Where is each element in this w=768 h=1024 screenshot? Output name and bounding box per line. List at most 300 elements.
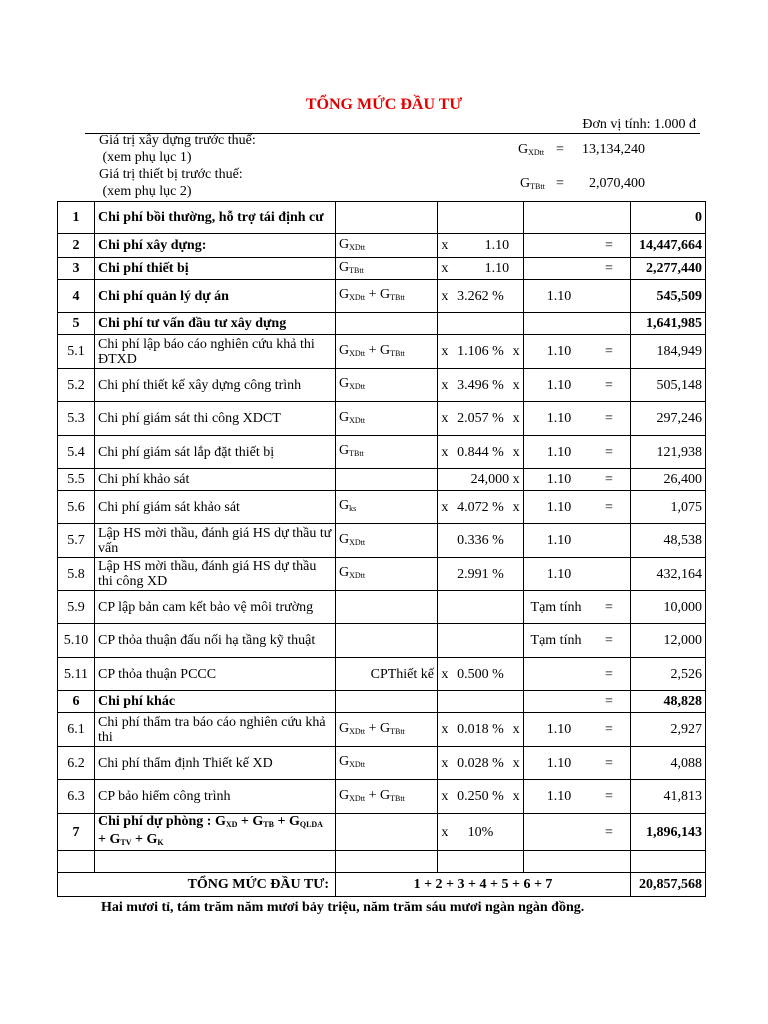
rate-value: 10% (467, 824, 494, 840)
multiply-sign: x (441, 444, 449, 460)
rate-group (438, 261, 523, 276)
base-symbol-2: + G (365, 787, 391, 803)
row-name-subscript: XD (225, 820, 238, 829)
rate-value: 0.250 % (457, 789, 504, 804)
row-name: Chi phí thẩm tra báo cáo nghiên cứu khả thi (95, 713, 336, 747)
row-name: Lập HS mời thầu, đánh giá HS dự thầu tư vấn (95, 524, 336, 558)
equals-sign: = (605, 499, 613, 515)
rate-group (438, 289, 523, 304)
row-number: 6 (58, 691, 95, 713)
multiply-sign: x (441, 288, 449, 304)
row-value: 1,641,985 (631, 313, 706, 335)
row-number: 5.6 (58, 491, 95, 524)
row-name: Chi phí bồi thường, hỗ trợ tái định cư (95, 202, 336, 234)
base-symbol: G (339, 342, 350, 358)
base-subscript: XDtt (349, 293, 366, 302)
mult-group (524, 445, 630, 460)
rate-value: 0.028 % (457, 755, 504, 771)
mult-group (524, 344, 630, 359)
table-row (58, 851, 706, 873)
row-value: 184,949 (631, 335, 706, 369)
row-number: 5.10 (58, 624, 95, 658)
mult-group (524, 411, 630, 426)
row-rate-cell (438, 851, 524, 873)
base-subscript-2: TBtt (390, 293, 405, 302)
row-value: 48,828 (631, 691, 706, 713)
row-number (58, 851, 95, 873)
pre-note: (xem phụ lục 1) (99, 150, 192, 165)
row-rate-cell (438, 747, 524, 780)
mult-group (524, 533, 630, 548)
row-value: 10,000 (631, 591, 706, 624)
multiplier: 1.10 (546, 444, 572, 460)
row-rate-cell (438, 780, 524, 814)
row-rate-cell (438, 280, 524, 313)
base-subscript: XDtt (349, 571, 366, 580)
base-subscript: XDtt (349, 537, 366, 547)
mult-group (524, 567, 630, 582)
rate-value: 1.106 % (457, 344, 504, 359)
base-symbol: G (339, 236, 350, 252)
row-base (336, 524, 438, 558)
rate-group (438, 567, 523, 582)
mult-group (524, 600, 630, 615)
row-base (336, 747, 438, 780)
row-name (95, 851, 336, 873)
multiply-sign-2: x (512, 499, 520, 515)
row-name-part: Chi phí dự phòng : G (98, 814, 226, 829)
row-name-subscript: QLDA (299, 820, 323, 829)
multiplier: 1.10 (546, 566, 572, 582)
row-value: 12,000 (631, 624, 706, 658)
row-mult-cell (524, 402, 631, 436)
row-value: 4,088 (631, 747, 706, 780)
base-subscript: XDtt (349, 726, 366, 736)
row-name: Chi phí thiết bị (95, 258, 336, 280)
total-row (58, 873, 706, 897)
base-symbol: G (339, 287, 350, 302)
rate-group (438, 825, 523, 840)
base-symbol: G (339, 720, 350, 736)
total-formula: 1 + 2 + 3 + 4 + 5 + 6 + 7 (336, 873, 631, 897)
multiply-sign: x (441, 261, 449, 276)
row-rate-cell (438, 558, 524, 591)
row-number: 5.8 (58, 558, 95, 591)
row-value: 121,938 (631, 436, 706, 469)
symbol-letter: G (520, 176, 531, 191)
row-mult-cell (524, 202, 631, 234)
row-mult-cell (524, 814, 631, 851)
investment-table (57, 201, 706, 897)
rate-group (438, 344, 523, 359)
row-name: Chi phí giám sát lắp đặt thiết bị (95, 436, 336, 469)
row-value: 2,927 (631, 713, 706, 747)
row-mult-cell (524, 469, 631, 491)
base-symbol-2: + G (365, 287, 391, 302)
rate-value: 1.10 (484, 261, 510, 276)
base-symbol-2: + G (365, 720, 391, 736)
multiplier: 1.10 (546, 499, 572, 515)
multiplier: 1.10 (546, 789, 572, 804)
row-base (336, 851, 438, 873)
base-text: CPThiết kế (370, 666, 434, 682)
pre-note: (xem phụ lục 2) (99, 184, 192, 199)
row-number: 6.2 (58, 747, 95, 780)
row-name: Chi phí giám sát khảo sát (95, 491, 336, 524)
row-mult-cell (524, 558, 631, 591)
table-row (58, 713, 706, 747)
row-name: Chi phí thiết kế xây dựng công trình (95, 369, 336, 402)
rate-value: 0.018 % (457, 722, 504, 737)
multiply-sign: x (441, 499, 449, 515)
base-subscript: XDtt (349, 382, 366, 391)
multiply-sign-2: x (512, 722, 520, 737)
multiplier: 1.10 (546, 411, 572, 426)
base-symbol: G (339, 409, 350, 425)
multiply-sign: x (441, 666, 449, 682)
equals-sign: = (605, 694, 613, 709)
base-subscript: XDtt (349, 348, 366, 358)
row-rate-cell (438, 202, 524, 234)
equals-sign: = (605, 633, 613, 648)
row-number: 5.5 (58, 469, 95, 491)
row-mult-cell (524, 851, 631, 873)
row-name-part: + G (98, 832, 121, 847)
row-number: 6.3 (58, 780, 95, 814)
table-row (58, 780, 706, 814)
rate-group (438, 472, 523, 487)
row-base (336, 280, 438, 313)
table-row (58, 335, 706, 369)
row-rate-cell (438, 691, 524, 713)
row-number: 5.11 (58, 658, 95, 691)
row-number: 5 (58, 313, 95, 335)
rate-value: 0.500 % (457, 666, 504, 682)
base-subscript: TBtt (349, 265, 364, 275)
mult-group (524, 722, 630, 737)
mult-group (524, 500, 630, 515)
multiply-sign: x (441, 789, 449, 804)
multiply-sign-2: x (512, 344, 520, 359)
row-rate-cell (438, 234, 524, 258)
base-subscript: ks (349, 504, 357, 513)
base-symbol: G (339, 376, 350, 391)
table-row (58, 691, 706, 713)
row-value: 41,813 (631, 780, 706, 814)
row-base (336, 713, 438, 747)
row-rate-cell (438, 258, 524, 280)
row-mult-cell (524, 258, 631, 280)
pre-label: Giá trị xây dựng trước thuế: (99, 133, 256, 148)
mult-group (524, 825, 630, 840)
table-row (58, 202, 706, 234)
row-number: 5.9 (58, 591, 95, 624)
base-subscript-2: TBtt (390, 793, 405, 803)
table-row (58, 234, 706, 258)
multiply-sign: x (441, 755, 449, 771)
base-subscript: XDtt (349, 415, 366, 425)
pre-equals: = (556, 176, 564, 191)
rate-group (438, 533, 523, 548)
row-rate-cell (438, 335, 524, 369)
row-value: 48,538 (631, 524, 706, 558)
row-base (336, 624, 438, 658)
base-symbol: G (339, 259, 350, 275)
multiply-sign-2: x (512, 377, 520, 393)
row-name-subscript: TV (120, 838, 132, 847)
multiplier: 1.10 (546, 344, 572, 359)
table-row (58, 369, 706, 402)
multiplier: 1.10 (546, 755, 572, 771)
amount-in-words: Hai mươi tỉ, tám trăm năm mươi bảy triệu, năm trăm sáu mươi ngàn ngàn đồng. (101, 900, 585, 915)
table-row (58, 469, 706, 491)
row-name-part: + G (273, 814, 300, 829)
row-rate-cell (438, 524, 524, 558)
multiply-sign: x (441, 411, 449, 426)
rate-group (438, 722, 523, 737)
mult-group (524, 378, 630, 393)
row-base (336, 591, 438, 624)
rate-value: 0.844 % (457, 444, 504, 460)
row-rate-cell (438, 591, 524, 624)
row-base (336, 469, 438, 491)
row-base (336, 258, 438, 280)
multiplier: 1.10 (546, 377, 572, 393)
row-base (336, 558, 438, 591)
multiply-sign-2: x (512, 472, 520, 487)
row-base (336, 335, 438, 369)
equals-sign: = (605, 599, 613, 615)
row-value: 26,400 (631, 469, 706, 491)
base-subscript: XDtt (349, 793, 366, 803)
mult-group (524, 289, 630, 304)
multiplier: 1.10 (546, 533, 572, 548)
rate-value: 1.10 (484, 238, 510, 253)
row-base (336, 658, 438, 691)
table-row (58, 814, 706, 851)
rate-group (438, 756, 523, 771)
base-symbol: G (339, 565, 350, 580)
equals-sign: = (605, 755, 613, 771)
multiply-sign: x (441, 377, 449, 393)
mult-group (524, 756, 630, 771)
row-number: 2 (58, 234, 95, 258)
equals-sign: = (605, 472, 613, 487)
multiplier: 1.10 (546, 288, 572, 304)
row-name: Chi phí tư vấn đầu tư xây dựng (95, 313, 336, 335)
table-row (58, 258, 706, 280)
row-name: Chi phí khác (95, 691, 336, 713)
rate-group (438, 445, 523, 460)
total-label: TỔNG MỨC ĐẦU TƯ: (58, 873, 336, 897)
row-base (336, 234, 438, 258)
multiply-sign-2: x (512, 755, 520, 771)
table-row (58, 747, 706, 780)
table-row (58, 558, 706, 591)
equals-sign: = (605, 824, 613, 840)
rate-group (438, 238, 523, 253)
row-rate-cell (438, 436, 524, 469)
equals-sign: = (605, 722, 613, 737)
row-mult-cell (524, 280, 631, 313)
symbol-letter: G (518, 142, 529, 157)
mult-group (524, 472, 630, 487)
base-subscript: TBtt (349, 449, 364, 458)
pre-value: 2,070,400 (589, 176, 645, 191)
row-mult-cell (524, 491, 631, 524)
row-name: CP bảo hiểm công trình (95, 780, 336, 814)
rate-group (438, 500, 523, 515)
equals-sign: = (605, 261, 613, 276)
multiplier: 1.10 (546, 472, 572, 487)
row-value (631, 851, 706, 873)
multiply-sign-2: x (512, 444, 520, 460)
row-base (336, 369, 438, 402)
row-value: 297,246 (631, 402, 706, 436)
table-row (58, 402, 706, 436)
equals-sign: = (605, 666, 613, 682)
row-mult-cell (524, 780, 631, 814)
row-mult-cell (524, 436, 631, 469)
table-row (58, 524, 706, 558)
pre-label: Giá trị thiết bị trước thuế: (99, 167, 243, 182)
mult-group (524, 667, 630, 682)
rate-value: 0.336 % (457, 533, 504, 548)
table-row (58, 591, 706, 624)
row-rate-cell (438, 369, 524, 402)
row-value: 1,075 (631, 491, 706, 524)
row-rate-cell (438, 624, 524, 658)
row-value: 1,896,143 (631, 814, 706, 851)
row-value: 0 (631, 202, 706, 234)
base-symbol: G (339, 531, 350, 547)
rate-group (438, 378, 523, 393)
row-mult-cell (524, 713, 631, 747)
row-base (336, 691, 438, 713)
base-symbol: G (339, 443, 350, 458)
equals-sign: = (605, 238, 613, 253)
equals-sign: = (605, 344, 613, 359)
row-rate-cell (438, 814, 524, 851)
row-rate-cell (438, 402, 524, 436)
base-symbol-2: + G (365, 342, 391, 358)
row-value: 14,447,664 (631, 234, 706, 258)
multiply-sign: x (441, 238, 449, 253)
rate-value: 3.496 % (457, 377, 504, 393)
mult-group (524, 261, 630, 276)
base-subscript-2: TBtt (390, 726, 405, 736)
row-name (95, 814, 336, 851)
rate-value: 2.991 % (457, 566, 504, 582)
row-rate-cell (438, 491, 524, 524)
rate-value: 24,000 (470, 472, 510, 487)
equals-sign: = (605, 789, 613, 804)
row-value: 505,148 (631, 369, 706, 402)
row-mult-cell (524, 369, 631, 402)
base-symbol: G (339, 787, 350, 803)
mult-group (524, 694, 630, 709)
rate-value: 3.262 % (457, 288, 504, 304)
row-number: 5.2 (58, 369, 95, 402)
page-title: TỔNG MỨC ĐẦU TƯ (305, 96, 463, 113)
row-mult-cell (524, 624, 631, 658)
row-number: 6.1 (58, 713, 95, 747)
multiplier: Tạm tính (530, 633, 582, 648)
pre-equals: = (556, 142, 564, 157)
row-base (336, 202, 438, 234)
equals-sign: = (605, 411, 613, 426)
row-name: CP lập bản cam kết bảo vệ môi trường (95, 591, 336, 624)
row-name: Chi phí khảo sát (95, 469, 336, 491)
multiply-sign-2: x (512, 411, 520, 426)
row-mult-cell (524, 658, 631, 691)
row-number: 1 (58, 202, 95, 234)
total-value: 20,857,568 (631, 873, 706, 897)
equals-sign: = (605, 444, 613, 460)
row-base (336, 436, 438, 469)
row-name: Lập HS mời thầu, đánh giá HS dự thầu thi công XD (95, 558, 336, 591)
row-base (336, 402, 438, 436)
mult-group (524, 238, 630, 253)
row-number: 3 (58, 258, 95, 280)
table-row (58, 313, 706, 335)
table-row (58, 280, 706, 313)
pre-value: 13,134,240 (582, 142, 645, 157)
symbol-subscript: TBtt (530, 182, 545, 191)
multiplier: Tạm tính (530, 599, 582, 615)
row-number: 7 (58, 814, 95, 851)
rate-value: 2.057 % (457, 411, 504, 426)
row-mult-cell (524, 747, 631, 780)
row-name: Chi phí giám sát thi công XDCT (95, 402, 336, 436)
base-subscript-2: TBtt (390, 348, 405, 358)
multiply-sign: x (441, 824, 449, 840)
row-name: Chi phí quản lý dự án (95, 280, 336, 313)
row-base (336, 491, 438, 524)
row-mult-cell (524, 335, 631, 369)
row-number: 5.3 (58, 402, 95, 436)
row-name-subscript: K (157, 838, 164, 847)
row-rate-cell (438, 658, 524, 691)
rate-group (438, 411, 523, 426)
pre-symbol (518, 142, 544, 160)
mult-group (524, 789, 630, 804)
row-value: 2,526 (631, 658, 706, 691)
multiply-sign-2: x (512, 789, 520, 804)
multiply-sign: x (441, 344, 449, 359)
mult-group (524, 633, 630, 648)
pre-symbol (520, 176, 545, 194)
base-subscript: XDtt (349, 760, 366, 769)
row-base (336, 313, 438, 335)
row-name: CP thỏa thuận PCCC (95, 658, 336, 691)
symbol-subscript: XDtt (528, 148, 545, 157)
table-row (58, 491, 706, 524)
base-symbol: G (339, 754, 350, 769)
base-symbol: G (339, 498, 350, 513)
row-name-subscript: TB (263, 820, 274, 829)
base-subscript: XDtt (349, 242, 366, 252)
row-name: Chi phí thẩm định Thiết kế XD (95, 747, 336, 780)
row-rate-cell (438, 469, 524, 491)
unit-label: Đơn vị tính: 1.000 đ (582, 117, 696, 132)
row-value: 432,164 (631, 558, 706, 591)
equals-sign: = (605, 377, 613, 393)
table-row (58, 436, 706, 469)
multiplier: 1.10 (546, 722, 572, 737)
row-name: Chi phí xây dựng: (95, 234, 336, 258)
row-mult-cell (524, 313, 631, 335)
